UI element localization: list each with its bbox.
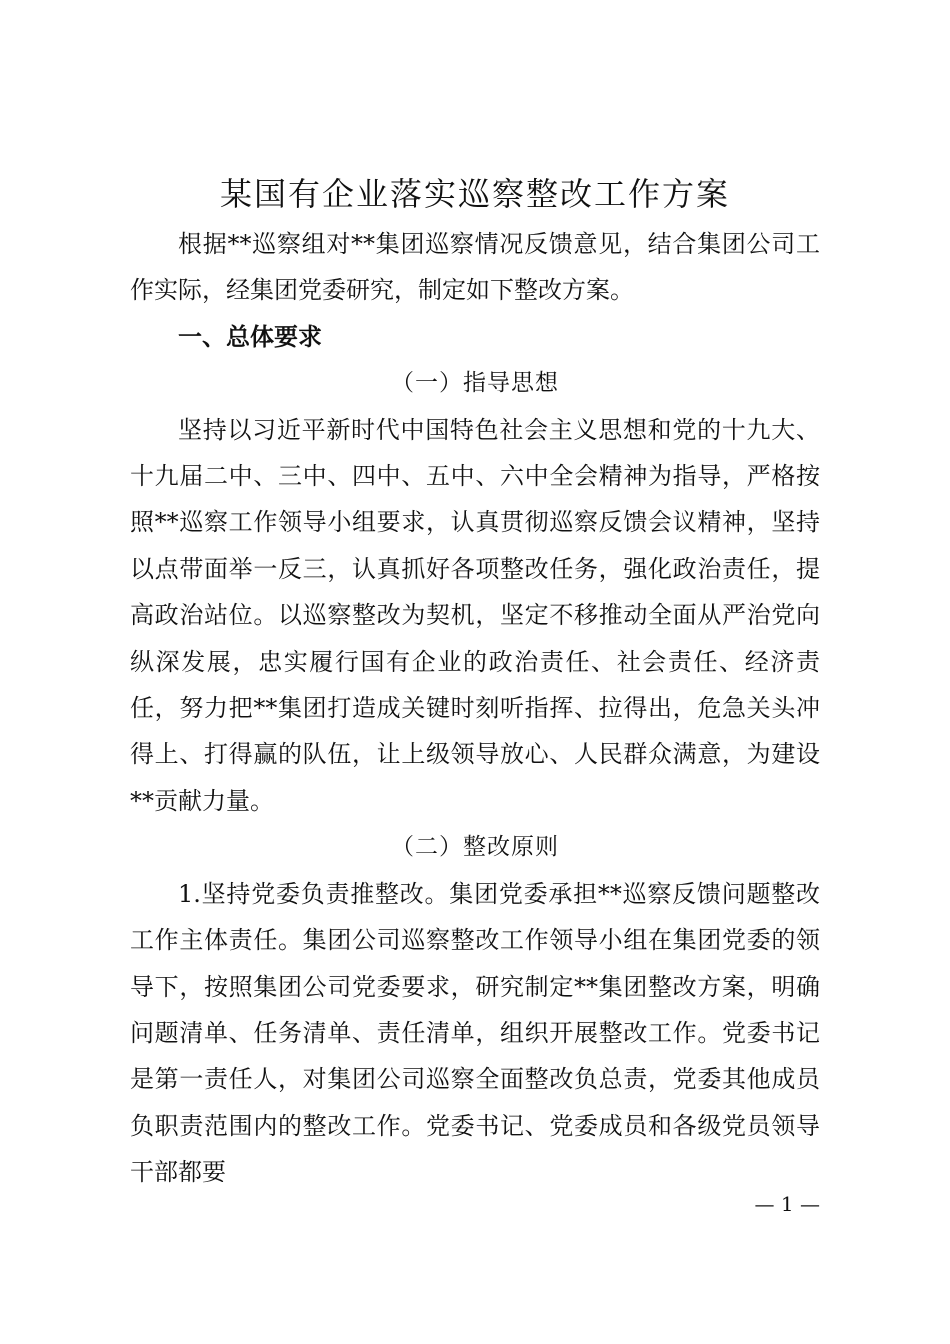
guiding-ideology-paragraph: 坚持以习近平新时代中国特色社会主义思想和党的十九大、十九届二中、三中、四中、五中、六中全会精神为指导，严格按照**巡察工作领导小组要求，认真贯彻巡察反馈会议精神，坚持以点带面举一反三，认真抓好各项整改任务，强化政治责任，提高政治站位。以巡察整改为契机，坚定不移推动全面从严治党向纵深发展，忠实履行国有企业的政治责任、社会责任、经济责任，努力把**集团打造成关键时刻听指挥、拉得出，危急关头冲得上、打得赢的队伍，让上级领导放心、人民群众满意，为建设**贡献力量。 <box>130 415 820 815</box>
document-body <box>130 221 820 1196</box>
section-heading-general-requirements: 一、总体要求 <box>178 322 322 351</box>
intro-paragraph: 根据**巡察组对**集团巡察情况反馈意见，结合集团公司工作实际，经集团党委研究，制定如下整改方案。 <box>130 230 820 305</box>
document-title: 某国有企业落实巡察整改工作方案 <box>219 175 730 213</box>
subsection-heading-principles: （二）整改原则 <box>391 834 559 861</box>
page-number: — 1 — <box>754 1192 820 1216</box>
subsection-heading-guiding-ideology: （一）指导思想 <box>391 370 559 397</box>
principles-paragraph: 1.坚持党委负责推整改。集团党委承担**巡察反馈问题整改工作主体责任。集团公司巡察整改工作领导小组在集团党委的领导下，按照集团公司党委要求，研究制定**集团整改方案，明确问题清单、任务清单、责任清单，组织开展整改工作。党委书记是第一责任人，对集团公司巡察全面整改负总责，党委其他成员负职责范围内的整改工作。党委书记、党委成员和各级党员领导干部都要 <box>130 879 820 1187</box>
